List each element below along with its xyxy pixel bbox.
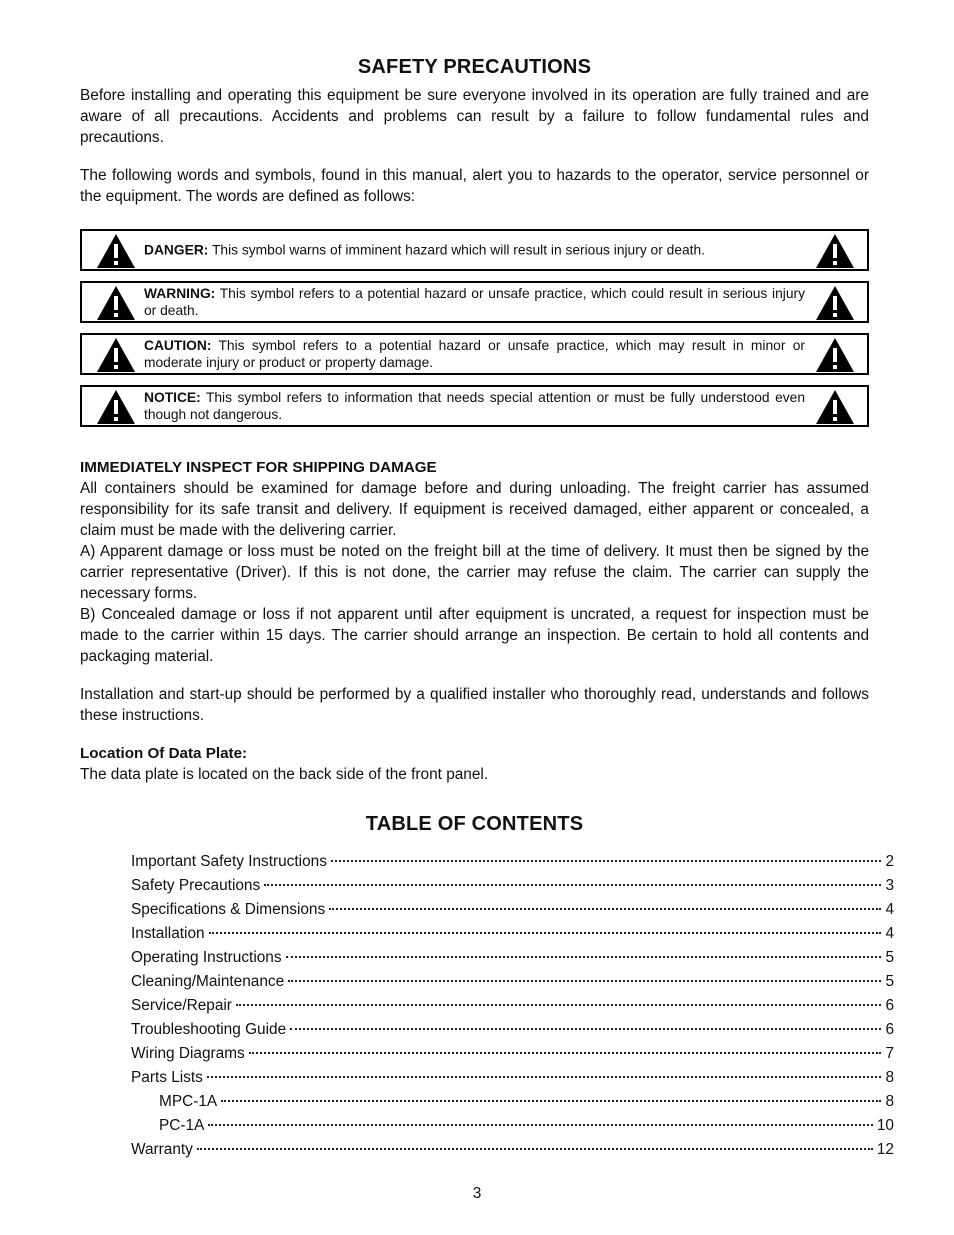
warning-triangle-icon bbox=[815, 337, 855, 373]
alert-description: This symbol refers to information that needs special attention or must be fully understood even though not dangerous. bbox=[144, 390, 805, 422]
toc-title: TABLE OF CONTENTS bbox=[365, 813, 584, 835]
toc-entry[interactable] bbox=[131, 1138, 894, 1162]
data-plate-text: The data plate is located on the back side of the front panel. bbox=[80, 766, 489, 783]
toc-entry-page: 4 bbox=[885, 901, 894, 918]
toc-leader bbox=[331, 860, 882, 862]
toc-entry[interactable] bbox=[131, 850, 894, 874]
safety-intro-2: The following words and symbols, found in this manual, alert you to hazards to the operator, service personnel or the equipment. The words are defined as follows: bbox=[80, 167, 869, 205]
toc-entry-label: Cleaning/Maintenance bbox=[131, 973, 285, 990]
toc-leader bbox=[264, 884, 881, 886]
toc-subentry[interactable] bbox=[131, 1090, 894, 1114]
danger-alert bbox=[80, 229, 869, 271]
toc-entry-page: 8 bbox=[885, 1069, 894, 1086]
warning-triangle-icon bbox=[96, 337, 136, 373]
toc-entry[interactable] bbox=[131, 1042, 894, 1066]
toc-entry-page: 3 bbox=[885, 877, 894, 894]
data-plate-heading: Location Of Data Plate: bbox=[80, 745, 248, 762]
inspect-paragraph-2: A) Apparent damage or loss must be noted on the freight bill at the time of delivery. It must then be signed by the carrier representative (Driver). If this is not done, the carrier may refuse the claim. The carrier can supply the necessary forms. bbox=[80, 543, 869, 602]
warning-triangle-icon bbox=[815, 233, 855, 269]
toc-leader bbox=[236, 1004, 882, 1006]
toc-entry[interactable] bbox=[131, 1018, 894, 1042]
page-number: 3 bbox=[472, 1185, 482, 1202]
table-of-contents bbox=[131, 850, 894, 1162]
toc-entry[interactable] bbox=[131, 994, 894, 1018]
toc-entry-page: 5 bbox=[885, 949, 894, 966]
notice-alert bbox=[80, 385, 869, 427]
toc-entry-page: 4 bbox=[885, 925, 894, 942]
toc-entry-page: 2 bbox=[885, 853, 894, 870]
caution-alert bbox=[80, 333, 869, 375]
toc-entry-label: Troubleshooting Guide bbox=[131, 1021, 287, 1038]
alert-description: This symbol refers to a potential hazard or unsafe practice, which may result in minor or moderate injury or product or property damage. bbox=[144, 338, 805, 370]
alert-text bbox=[144, 337, 805, 371]
toc-entry-page: 7 bbox=[885, 1045, 894, 1062]
warning-triangle-icon bbox=[96, 389, 136, 425]
inspect-paragraph-1: All containers should be examined for damage before and during unloading. The freight carrier has assumed responsibility for its safe transit and delivery. If equipment is received damaged, either apparent or concealed, a claim must be made with the delivering carrier. bbox=[80, 480, 869, 539]
toc-entry-label: Service/Repair bbox=[131, 997, 232, 1014]
toc-entry-label: Warranty bbox=[131, 1141, 193, 1158]
alert-label: NOTICE: bbox=[144, 390, 201, 405]
toc-entry-label: MPC-1A bbox=[159, 1093, 218, 1110]
alert-label: WARNING: bbox=[144, 286, 216, 301]
toc-leader bbox=[197, 1148, 873, 1150]
toc-entry-label: Installation bbox=[131, 925, 205, 942]
toc-entry[interactable] bbox=[131, 970, 894, 994]
toc-leader bbox=[249, 1052, 882, 1054]
toc-leader bbox=[207, 1076, 882, 1078]
toc-entry-page: 8 bbox=[885, 1093, 894, 1110]
toc-entry-label: Wiring Diagrams bbox=[131, 1045, 245, 1062]
toc-entry-page: 6 bbox=[885, 1021, 894, 1038]
warning-triangle-icon bbox=[815, 389, 855, 425]
toc-leader bbox=[221, 1100, 881, 1102]
alert-text bbox=[144, 242, 805, 259]
warning-triangle-icon bbox=[96, 233, 136, 269]
alert-label: CAUTION: bbox=[144, 338, 212, 353]
alert-text bbox=[144, 389, 805, 423]
alert-description: This symbol warns of imminent hazard which will result in serious injury or death. bbox=[208, 242, 706, 258]
toc-entry-label: Important Safety Instructions bbox=[131, 853, 327, 870]
toc-leader bbox=[286, 956, 882, 958]
warning-triangle-icon bbox=[815, 285, 855, 321]
page-body bbox=[80, 52, 894, 1162]
inspect-heading: IMMEDIATELY INSPECT FOR SHIPPING DAMAGE bbox=[80, 459, 437, 476]
toc-entry[interactable] bbox=[131, 922, 894, 946]
toc-entry-label: Safety Precautions bbox=[131, 877, 261, 894]
toc-entry-label: Specifications & Dimensions bbox=[131, 901, 326, 918]
toc-subentry[interactable] bbox=[131, 1114, 894, 1138]
toc-entry-label: Operating Instructions bbox=[131, 949, 282, 966]
alert-label: DANGER: bbox=[144, 242, 209, 258]
toc-entry[interactable] bbox=[131, 874, 894, 898]
toc-entry-label: PC-1A bbox=[159, 1117, 205, 1134]
warning-triangle-icon bbox=[96, 285, 136, 321]
inspect-paragraph-3: B) Concealed damage or loss if not apparent until after equipment is uncrated, a request for inspection must be made to the carrier within 15 days. The carrier should arrange an inspection. Be certain to hold all contents and packaging material. bbox=[80, 606, 869, 665]
toc-entry-page: 5 bbox=[885, 973, 894, 990]
toc-entry-page: 10 bbox=[876, 1117, 894, 1134]
toc-entry[interactable] bbox=[131, 946, 894, 970]
toc-leader bbox=[329, 908, 881, 910]
toc-leader bbox=[209, 932, 882, 934]
safety-intro-1: Before installing and operating this equipment be sure everyone involved in its operation are fully trained and are aware of all precautions. Accidents and problems can result by a failure to follow fundamental rules and precautions. bbox=[80, 87, 869, 146]
toc-entry[interactable] bbox=[131, 1066, 894, 1090]
toc-entry-page: 12 bbox=[876, 1141, 894, 1158]
toc-leader bbox=[208, 1124, 873, 1126]
safety-title: SAFETY PRECAUTIONS bbox=[357, 56, 592, 78]
installation-note: Installation and start-up should be performed by a qualified installer who thoroughly read, understands and follows these instructions. bbox=[80, 686, 869, 724]
alert-text bbox=[144, 285, 805, 319]
toc-entry-label: Parts Lists bbox=[131, 1069, 203, 1086]
warning-alert bbox=[80, 281, 869, 323]
toc-leader bbox=[288, 980, 881, 982]
toc-entry-page: 6 bbox=[885, 997, 894, 1014]
alert-list bbox=[80, 229, 869, 427]
toc-leader bbox=[290, 1028, 881, 1030]
toc-entry[interactable] bbox=[131, 898, 894, 922]
alert-description: This symbol refers to a potential hazard or unsafe practice, which could result in serious injury or death. bbox=[144, 286, 805, 318]
